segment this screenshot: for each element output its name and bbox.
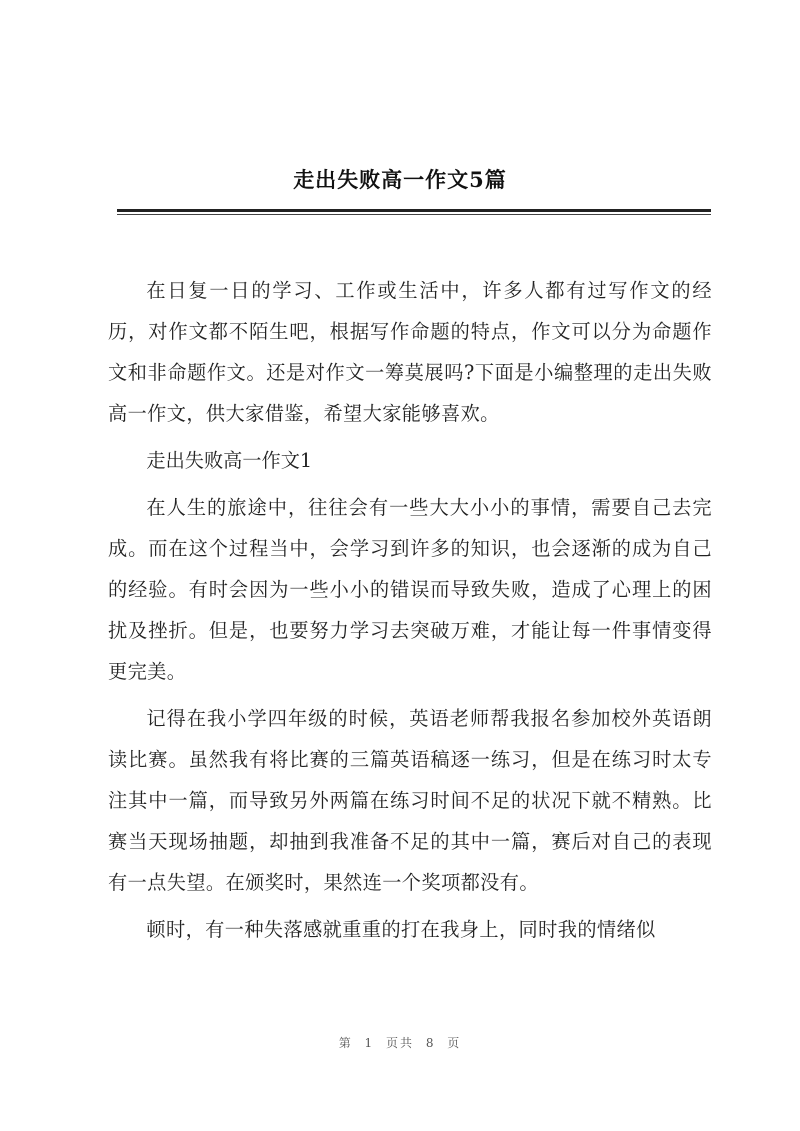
- page-footer: 第 1 页共 8 页: [338, 1036, 462, 1050]
- body-paragraph-1: 在人生的旅途中，往往会有一些大大小小的事情，需要自己去完成。而在这个过程当中，会学习到许多的知识，也会逐渐的成为自己的经验。有时会因为一些小小的错误而导致失败，造成了心理上的困扰及挫折。但是，也要努力学习去突破万难，才能让每一件事情变得更完美。: [108, 496, 712, 683]
- page-title: 走出失败高一作文5篇: [293, 167, 507, 192]
- body-paragraph-3: 顿时，有一种失落感就重重的打在我身上，同时我的情绪似: [146, 918, 656, 941]
- title-divider: [117, 209, 711, 212]
- document-body: [108, 270, 712, 950]
- section-heading: 走出失败高一作文1: [146, 449, 313, 472]
- intro-paragraph: 在日复一日的学习、工作或生活中，许多人都有过写作文的经历，对作文都不陌生吧，根据写作命题的特点，作文可以分为命题作文和非命题作文。还是对作文一筹莫展吗?下面是小编整理的走出失败高一作文，供大家借鉴，希望大家能够喜欢。: [108, 279, 712, 425]
- body-paragraph-2: 记得在我小学四年级的时候，英语老师帮我报名参加校外英语朗读比赛。虽然我有将比赛的三篇英语稿逐一练习，但是在练习时太专注其中一篇，而导致另外两篇在练习时间不足的状况下就不精熟。比赛当天现场抽题，却抽到我准备不足的其中一篇，赛后对自己的表现有一点失望。在颁奖时，果然连一个奖项都没有。: [108, 707, 712, 894]
- title-divider-thin: [117, 214, 711, 215]
